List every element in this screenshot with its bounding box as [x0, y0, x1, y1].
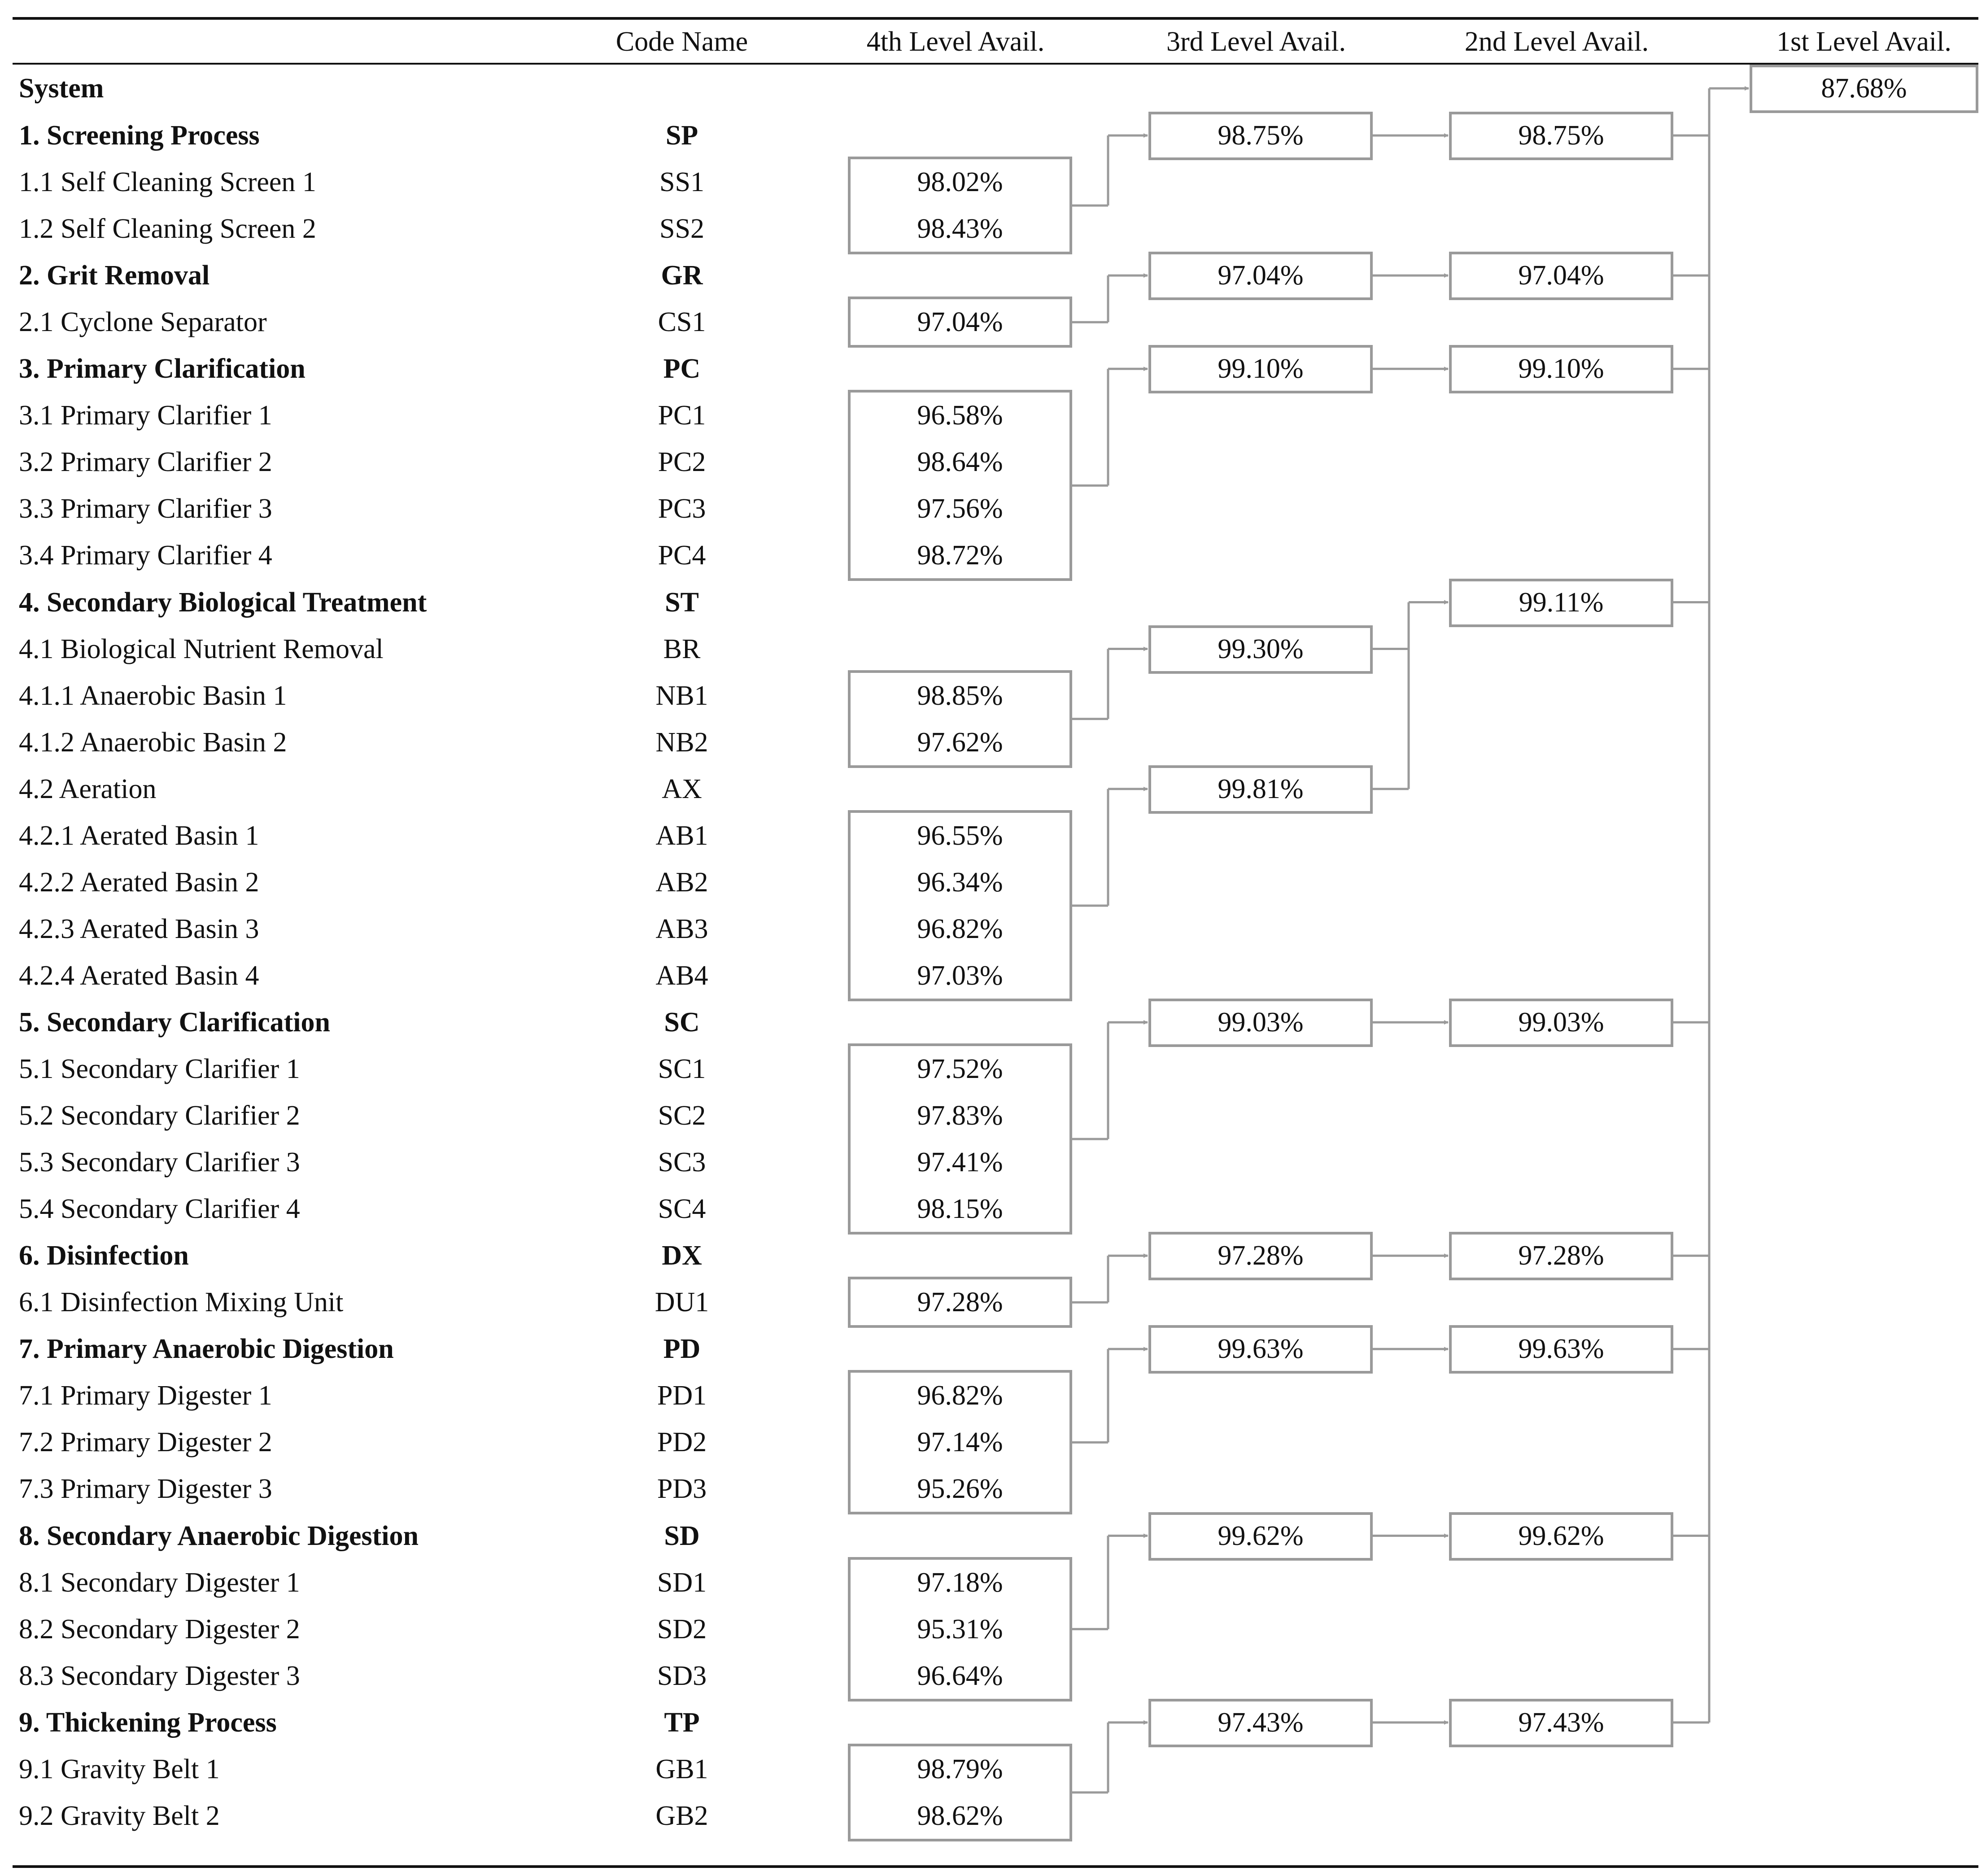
level2-value: 99.03% — [1518, 1007, 1604, 1038]
level4-value: 96.64% — [917, 1660, 1003, 1691]
row-label: 2. Grit Removal — [19, 260, 210, 291]
row-code: BR — [663, 633, 701, 664]
row-label: 5.1 Secondary Clarifier 1 — [19, 1054, 300, 1084]
row-code: PC2 — [658, 447, 706, 478]
level4-value: 95.31% — [917, 1614, 1003, 1645]
level3-value: 99.63% — [1218, 1334, 1304, 1365]
level2-value: 98.75% — [1518, 120, 1604, 151]
level4-value: 98.62% — [917, 1800, 1003, 1831]
level4-value: 96.34% — [917, 867, 1003, 898]
level4-value: 96.55% — [917, 820, 1003, 851]
level2-value: 99.11% — [1519, 587, 1604, 618]
row-label: 5. Secondary Clarification — [19, 1007, 330, 1038]
row-code: GR — [661, 260, 703, 291]
row-label: 7.1 Primary Digester 1 — [19, 1380, 272, 1411]
row-code: SC4 — [658, 1194, 706, 1225]
level2-value: 99.10% — [1518, 353, 1604, 384]
row-label: 5.3 Secondary Clarifier 3 — [19, 1147, 300, 1178]
row-code: PD1 — [657, 1380, 707, 1411]
level4-value: 97.52% — [917, 1054, 1003, 1084]
row-label: 6. Disinfection — [19, 1240, 189, 1271]
level3-value: 99.81% — [1218, 773, 1304, 804]
row-code: SC1 — [658, 1054, 706, 1084]
level2-value: 99.63% — [1518, 1334, 1604, 1365]
row-label: 8. Secondary Anaerobic Digestion — [19, 1520, 419, 1551]
row-label: 7. Primary Anaerobic Digestion — [19, 1334, 394, 1365]
row-label: 8.1 Secondary Digester 1 — [19, 1567, 300, 1598]
row-label: 4.2.3 Aerated Basin 3 — [19, 913, 259, 944]
row-label: 1.2 Self Cleaning Screen 2 — [19, 214, 316, 244]
level4-group-box — [848, 157, 1072, 254]
row-label: 9. Thickening Process — [19, 1707, 277, 1738]
row-label: 1. Screening Process — [19, 120, 260, 151]
level2-value: 97.43% — [1518, 1707, 1604, 1738]
row-code: AB2 — [655, 867, 708, 898]
level1-value: 87.68% — [1821, 73, 1907, 104]
level4-value: 97.28% — [917, 1287, 1003, 1318]
level4-value: 98.02% — [917, 167, 1003, 198]
row-code: PC — [663, 353, 701, 384]
row-code: SC2 — [658, 1100, 706, 1131]
level4-group-box — [848, 1744, 1072, 1841]
row-code: GB1 — [655, 1754, 708, 1784]
row-label: 8.3 Secondary Digester 3 — [19, 1660, 300, 1691]
row-code: DX — [662, 1240, 702, 1271]
level4-value: 96.58% — [917, 400, 1003, 431]
row-label: 7.2 Primary Digester 2 — [19, 1427, 272, 1458]
level4-value: 97.04% — [917, 307, 1003, 338]
row-code: PD — [663, 1334, 701, 1365]
row-label: 4.1.2 Anaerobic Basin 2 — [19, 727, 287, 758]
row-code: AB3 — [655, 913, 708, 944]
level4-value: 97.62% — [917, 727, 1003, 758]
row-code: PC1 — [658, 400, 706, 431]
row-code: SC — [664, 1007, 700, 1038]
level4-group-box — [848, 297, 1072, 348]
row-label: 4. Secondary Biological Treatment — [19, 587, 427, 618]
row-code: PD3 — [657, 1474, 707, 1505]
header-1st-level: 1st Level Avail. — [1776, 26, 1951, 57]
level4-value: 96.82% — [917, 1380, 1003, 1411]
level4-group-box — [848, 1277, 1072, 1328]
row-code: PD2 — [657, 1427, 707, 1458]
level3-value: 99.30% — [1218, 633, 1304, 664]
row-code: DU1 — [655, 1287, 709, 1318]
row-code: NB2 — [655, 727, 708, 758]
row-code: AX — [662, 773, 702, 804]
row-label: 4.2.1 Aerated Basin 1 — [19, 820, 259, 851]
level2-value: 97.04% — [1518, 260, 1604, 291]
row-code: SS2 — [659, 214, 704, 244]
row-code: PC4 — [658, 540, 706, 571]
level4-value: 98.43% — [917, 214, 1003, 244]
row-label: 1.1 Self Cleaning Screen 1 — [19, 167, 316, 198]
row-code: AB1 — [655, 820, 708, 851]
level3-value: 99.03% — [1218, 1007, 1304, 1038]
row-code: CS1 — [658, 307, 706, 338]
row-code: SD — [664, 1520, 700, 1551]
level4-value: 97.18% — [917, 1567, 1003, 1598]
level3-value: 97.43% — [1218, 1707, 1304, 1738]
system-label: System — [19, 73, 104, 104]
row-code: SD2 — [657, 1614, 707, 1645]
level4-value: 98.85% — [917, 680, 1003, 711]
level3-value: 99.62% — [1218, 1520, 1304, 1551]
header-2nd-level: 2nd Level Avail. — [1464, 26, 1649, 57]
row-label: 5.4 Secondary Clarifier 4 — [19, 1194, 300, 1225]
row-label: 3.3 Primary Clarifier 3 — [19, 493, 272, 524]
row-label: 2.1 Cyclone Separator — [19, 307, 267, 338]
level4-value: 97.03% — [917, 960, 1003, 991]
level4-value: 95.26% — [917, 1474, 1003, 1505]
row-code: PC3 — [658, 493, 706, 524]
level3-value: 97.28% — [1218, 1240, 1304, 1271]
row-code: AB4 — [655, 960, 708, 991]
level4-value: 97.14% — [917, 1427, 1003, 1458]
row-label: 9.1 Gravity Belt 1 — [19, 1754, 220, 1784]
row-label: 8.2 Secondary Digester 2 — [19, 1614, 300, 1645]
row-code: SS1 — [659, 167, 704, 198]
level2-value: 99.62% — [1518, 1520, 1604, 1551]
level4-value: 96.82% — [917, 913, 1003, 944]
level4-value: 97.56% — [917, 493, 1003, 524]
level4-group-box — [848, 1557, 1072, 1701]
row-label: 4.2 Aeration — [19, 773, 157, 804]
row-code: SC3 — [658, 1147, 706, 1178]
level4-group-box — [848, 1370, 1072, 1514]
row-code: SP — [665, 120, 698, 151]
level4-group-box — [848, 670, 1072, 768]
level3-value: 98.75% — [1218, 120, 1304, 151]
level4-value: 97.41% — [917, 1147, 1003, 1178]
level4-value: 97.83% — [917, 1100, 1003, 1131]
row-label: 4.1 Biological Nutrient Removal — [19, 633, 384, 664]
level3-value: 99.10% — [1218, 353, 1304, 384]
level4-group-box — [848, 390, 1072, 581]
row-label: 4.2.4 Aerated Basin 4 — [19, 960, 259, 991]
row-code: SD3 — [657, 1660, 707, 1691]
row-label: 6.1 Disinfection Mixing Unit — [19, 1287, 344, 1318]
row-label: 3. Primary Clarification — [19, 353, 306, 384]
row-label: 3.2 Primary Clarifier 2 — [19, 447, 272, 478]
header-3rd-level: 3rd Level Avail. — [1166, 26, 1346, 57]
level4-value: 98.79% — [917, 1754, 1003, 1784]
row-label: 4.2.2 Aerated Basin 2 — [19, 867, 259, 898]
row-code: TP — [664, 1707, 700, 1738]
row-label: 3.1 Primary Clarifier 1 — [19, 400, 272, 431]
level3-value: 97.04% — [1218, 260, 1304, 291]
header-code-name: Code Name — [615, 26, 748, 57]
row-label: 9.2 Gravity Belt 2 — [19, 1800, 220, 1831]
row-label: 3.4 Primary Clarifier 4 — [19, 540, 272, 571]
row-code: SD1 — [657, 1567, 707, 1598]
row-code: ST — [665, 587, 699, 618]
level2-value: 97.28% — [1518, 1240, 1604, 1271]
row-label: 5.2 Secondary Clarifier 2 — [19, 1100, 300, 1131]
level4-group-box — [848, 1043, 1072, 1235]
header-4th-level: 4th Level Avail. — [866, 26, 1045, 57]
row-code: NB1 — [655, 680, 708, 711]
level4-value: 98.72% — [917, 540, 1003, 571]
row-code: GB2 — [655, 1800, 708, 1831]
level4-value: 98.64% — [917, 447, 1003, 478]
level4-value: 98.15% — [917, 1194, 1003, 1225]
row-label: 4.1.1 Anaerobic Basin 1 — [19, 680, 287, 711]
level4-group-box — [848, 810, 1072, 1001]
row-label: 7.3 Primary Digester 3 — [19, 1474, 272, 1505]
